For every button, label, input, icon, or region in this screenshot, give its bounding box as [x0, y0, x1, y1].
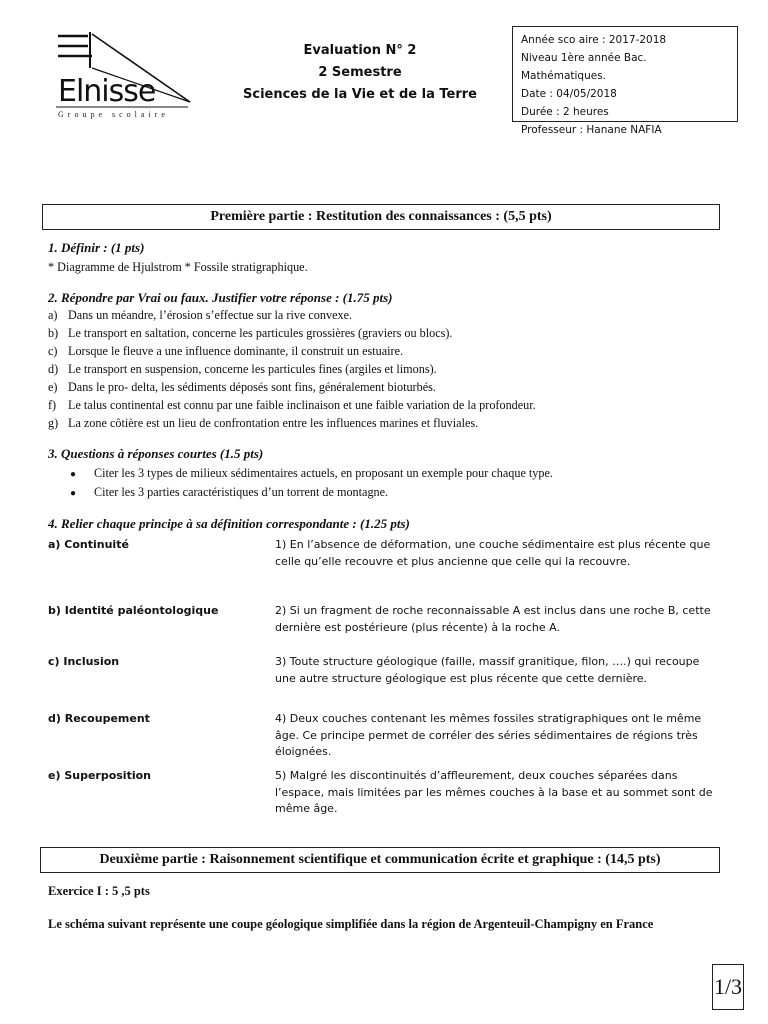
q2-item-letter: g) — [48, 416, 59, 430]
q2-item-text: Le talus continental est connu par une faible inclinaison et une faible variation de la profondeur. — [68, 398, 536, 412]
q4-term: b) Identité paléontologique — [48, 604, 219, 617]
page-number: 1/3 — [712, 964, 744, 1010]
exercise-text: Le schéma suivant représente une coupe géologique simplifiée dans la région de Argenteuil-Champigny en France — [48, 917, 654, 931]
q4-term: a) Continuité — [48, 538, 129, 551]
q3-item-text: Citer les 3 parties caractéristiques d’un torrent de montagne. — [94, 485, 389, 499]
q4-definition: 3) Toute structure géologique (faille, massif granitique, filon, ….) qui recoupe une autre structure géologique est plus récente que cette dernière. — [275, 655, 700, 685]
q4-definition: 4) Deux couches contenant les mêmes fossiles stratigraphiques ont le même âge. Ce principe permet de corréler des séries sédimentaires de régions très éloignées. — [275, 712, 702, 758]
title-evaluation: Evaluation N° 2 — [303, 43, 417, 58]
info-date: Date : 04/05/2018 — [521, 88, 617, 100]
q4-heading: 4. Relier chaque principe à sa définition correspondante : (1.25 pts) — [48, 516, 410, 531]
q4-term: e) Superposition — [48, 769, 151, 782]
q1-heading: 1. Définir : (1 pts) — [48, 240, 145, 255]
q3-item — [70, 485, 388, 500]
q2-item — [48, 380, 436, 395]
q4-definition: 2) Si un fragment de roche reconnaissable A est inclus dans une roche B, cette dernière est postérieure (plus récente) à la roche A. — [275, 604, 711, 634]
q3-heading: 3. Questions à réponses courtes (1.5 pts) — [48, 446, 264, 461]
q4-term: c) Inclusion — [48, 655, 120, 668]
q3-item — [70, 466, 553, 481]
q4-definition: 1) En l’absence de déformation, une couche sédimentaire est plus récente que celle qu’elle recouvre et plus ancienne que celle qui la recouvre. — [275, 538, 711, 568]
title-subject: Sciences de la Vie et de la Terre — [243, 87, 477, 102]
q2-item-text: Lorsque le fleuve a une influence dominante, il construit un estuaire. — [68, 344, 404, 358]
q2-item-text: Le transport en suspension, concerne les particules fines (argiles et limons). — [68, 362, 437, 376]
q2-item-letter: c) — [48, 344, 58, 358]
part2-heading: Deuxième partie : Raisonnement scientifique et communication écrite et graphique : (14,5 pts) — [40, 847, 720, 873]
q4-definition: 5) Malgré les discontinuités d’affleurement, deux couches séparées dans l’espace, mais limitées par les mêmes couches à la base et au sommet sont de même âge. — [275, 769, 713, 815]
q2-item — [48, 416, 478, 431]
bullet-icon: ● — [70, 488, 77, 499]
q2-item-letter: a) — [48, 308, 58, 322]
q2-item-letter: d) — [48, 362, 59, 376]
q2-item — [48, 326, 452, 341]
part1-heading: Première partie : Restitution des connaissances : (5,5 pts) — [42, 204, 720, 230]
q2-item-text: La zone côtière est un lieu de confrontation entre les influences marines et fluviales. — [68, 416, 479, 430]
info-school-year: Année sco aire : 2017-2018 — [521, 34, 667, 46]
bullet-icon: ● — [70, 469, 77, 480]
logo-tagline: Groupe scolaire — [58, 110, 169, 119]
title-semester: 2 Semestre — [318, 65, 402, 80]
exam-info-box — [512, 26, 738, 136]
q2-item-letter: f) — [48, 398, 57, 412]
q2-item-text: Dans le pro- delta, les sédiments déposés sont fins, généralement bioturbés. — [68, 380, 436, 394]
school-logo — [40, 28, 200, 128]
q2-item — [48, 344, 403, 359]
q2-item-letter: b) — [48, 326, 59, 340]
q2-item-text: Dans un méandre, l’érosion s’effectue sur la rive convexe. — [68, 308, 353, 322]
q3-item-text: Citer les 3 types de milieux sédimentaires actuels, en proposant un exemple pour chaque type. — [94, 466, 553, 480]
q2-item-text: Le transport en saltation, concerne les particules grossières (graviers ou blocs). — [68, 326, 453, 340]
exercise-title: Exercice I : 5 ,5 pts — [48, 884, 150, 898]
q4-term: d) Recoupement — [48, 712, 150, 725]
q2-item — [48, 398, 536, 413]
info-teacher: Professeur : Hanane NAFIA — [521, 124, 662, 136]
info-level: Niveau 1ère année Bac. Mathématiques. — [521, 52, 647, 82]
q2-heading: 2. Répondre par Vrai ou faux. Justifier votre réponse : (1.75 pts) — [48, 290, 393, 305]
info-duration: Durée : 2 heures — [521, 106, 609, 118]
q1-text: * Diagramme de Hjulstrom * Fossile stratigraphique. — [48, 260, 308, 274]
q2-item — [48, 362, 437, 377]
exam-title — [230, 40, 490, 106]
logo-wordmark: Elnisse — [58, 74, 156, 109]
q2-item-letter: e) — [48, 380, 58, 394]
q2-item — [48, 308, 352, 323]
